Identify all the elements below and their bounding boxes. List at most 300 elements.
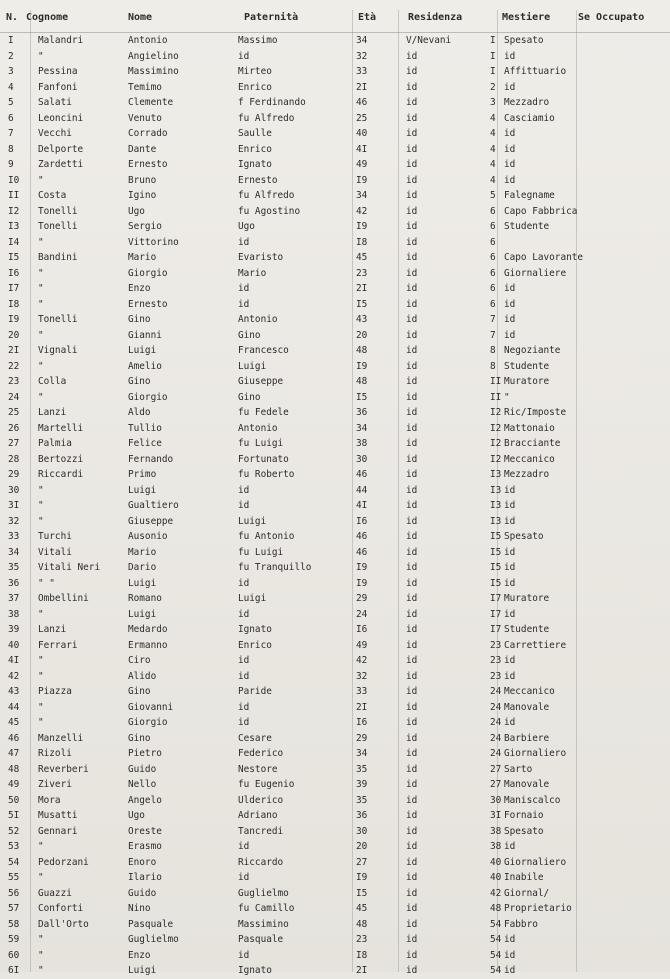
row-nome: Antonio (128, 35, 168, 46)
row-mestiere: Ric/Imposte (504, 407, 567, 418)
row-mestiere: id (504, 174, 516, 186)
table-row (0, 746, 670, 762)
row-eta: 29 (356, 732, 368, 744)
row-paternita: Mario (238, 267, 267, 279)
row-mestiere: id (504, 500, 516, 511)
row-mestiere: id (504, 841, 516, 852)
table-row (0, 204, 670, 220)
row-paternita: Luigi (238, 593, 267, 604)
row-number: 6I (8, 965, 20, 976)
row-mestiere: Giornaliero (504, 748, 567, 759)
row-cognome: " (38, 717, 44, 728)
row-number: 46 (8, 732, 20, 744)
row-residenza: id (406, 159, 418, 170)
row-paternita: Enrico (238, 81, 272, 93)
row-residenza: id (406, 887, 418, 899)
row-residenza: id (406, 624, 418, 635)
row-number: 6 (8, 112, 14, 124)
row-eta: 46 (356, 97, 368, 108)
row-eta: 2I (356, 701, 368, 713)
row-cognome: Dall'Orto (38, 918, 89, 930)
table-row (0, 731, 670, 747)
row-mestiere: id (504, 655, 516, 666)
row-house-number: 54 (490, 934, 502, 945)
row-residenza: id (406, 236, 418, 248)
row-residenza: id (406, 825, 418, 837)
row-residenza: id (406, 949, 418, 961)
row-paternita: id (238, 500, 250, 511)
row-residenza: id (406, 97, 418, 108)
row-paternita: Riccardo (238, 856, 284, 868)
row-paternita: Tancredi (238, 825, 284, 837)
table-row (0, 235, 670, 251)
row-nome: Medardo (128, 624, 168, 635)
row-eta: 49 (356, 639, 368, 651)
row-residenza: id (406, 763, 418, 775)
row-mestiere: Giornaliere (504, 267, 567, 279)
table-row (0, 793, 670, 809)
row-nome: Massimino (128, 66, 179, 77)
table-row (0, 963, 670, 979)
row-house-number: I5 (490, 562, 502, 573)
row-mestiere: id (504, 298, 516, 310)
row-number: I9 (8, 314, 20, 325)
table-row (0, 545, 670, 561)
row-eta: 20 (356, 329, 368, 341)
table-row (0, 467, 670, 483)
row-number: 29 (8, 469, 20, 480)
row-cognome: Turchi (38, 531, 72, 542)
row-nome: Ugo (128, 810, 145, 821)
row-residenza: id (406, 856, 418, 868)
row-number: I7 (8, 283, 20, 294)
table-row (0, 312, 670, 328)
row-nome: Felice (128, 438, 162, 449)
row-paternita: fu Roberto (238, 469, 295, 480)
table-row (0, 390, 670, 406)
row-eta: 42 (356, 205, 368, 217)
row-mestiere: Mezzadro (504, 469, 550, 480)
row-cognome: Colla (38, 376, 67, 387)
row-house-number: I2 (490, 453, 502, 465)
row-mestiere: id (504, 515, 516, 527)
row-cognome: " (38, 391, 44, 403)
row-eta: 32 (356, 670, 368, 682)
row-eta: 30 (356, 825, 368, 837)
row-cognome: " (38, 872, 44, 883)
row-eta: 48 (356, 376, 368, 387)
row-eta: 23 (356, 934, 368, 945)
row-residenza: id (406, 841, 418, 852)
row-paternita: Antonio (238, 314, 278, 325)
row-paternita: Francesco (238, 345, 289, 356)
row-mestiere: Giornaliero (504, 856, 567, 868)
row-house-number: 3 (490, 97, 496, 108)
row-mestiere: id (504, 670, 516, 682)
row-house-number: 24 (490, 701, 502, 713)
row-cognome: Delporte (38, 143, 84, 155)
row-residenza: id (406, 174, 418, 186)
table-row (0, 64, 670, 80)
row-number: 39 (8, 624, 20, 635)
row-paternita: fu Camillo (238, 903, 295, 914)
table-row (0, 669, 670, 685)
row-house-number: I2 (490, 438, 502, 449)
row-paternita: Ignato (238, 965, 272, 976)
row-house-number: 7 (490, 314, 496, 325)
row-residenza: id (406, 670, 418, 682)
table-row (0, 126, 670, 142)
row-paternita: id (238, 236, 250, 248)
row-residenza: id (406, 407, 418, 418)
row-nome: Nino (128, 903, 151, 914)
row-cognome: " (38, 484, 44, 496)
row-paternita: Ulderico (238, 794, 284, 806)
row-house-number: 40 (490, 872, 502, 883)
row-paternita: Nestore (238, 763, 278, 775)
row-residenza: id (406, 701, 418, 713)
row-nome: Giorgio (128, 717, 168, 728)
row-number: 4 (8, 81, 14, 93)
row-residenza: id (406, 453, 418, 465)
row-cognome: Pedorzani (38, 856, 89, 868)
table-row (0, 514, 670, 530)
row-paternita: id (238, 577, 250, 589)
header-n: N. (6, 12, 19, 23)
row-mestiere: Falegname (504, 190, 555, 201)
row-eta: 30 (356, 453, 368, 465)
row-number: 4I (8, 655, 20, 666)
row-house-number: 24 (490, 732, 502, 744)
row-paternita: fu Luigi (238, 546, 284, 558)
row-number: 45 (8, 717, 20, 728)
row-mestiere: Studente (504, 360, 550, 372)
row-eta: 34 (356, 422, 368, 434)
row-nome: Enoro (128, 856, 157, 868)
row-paternita: id (238, 484, 250, 496)
row-eta: 24 (356, 608, 368, 620)
row-house-number: I (490, 50, 496, 62)
row-residenza: id (406, 484, 418, 496)
table-row (0, 870, 670, 886)
row-house-number: 4 (490, 128, 496, 139)
row-eta: 38 (356, 438, 368, 449)
row-cognome: " (38, 670, 44, 682)
row-nome: Ciro (128, 655, 151, 666)
row-mestiere: Studente (504, 624, 550, 635)
table-row (0, 281, 670, 297)
row-house-number: 6 (490, 205, 496, 217)
row-cognome: Conforti (38, 903, 84, 914)
row-paternita: Mirteo (238, 66, 272, 77)
row-mestiere: id (504, 128, 516, 139)
row-residenza: id (406, 360, 418, 372)
row-residenza: id (406, 298, 418, 310)
row-eta: 29 (356, 593, 368, 604)
row-eta: 34 (356, 35, 368, 46)
row-residenza: id (406, 345, 418, 356)
row-house-number: I3 (490, 469, 502, 480)
row-mestiere: id (504, 934, 516, 945)
row-number: 60 (8, 949, 20, 961)
table-row (0, 173, 670, 189)
row-paternita: Paride (238, 686, 272, 697)
row-house-number: 4 (490, 174, 496, 186)
row-mestiere: Meccanico (504, 453, 555, 465)
row-mestiere: id (504, 143, 516, 155)
row-cognome: Tonelli (38, 205, 78, 217)
row-eta: 20 (356, 841, 368, 852)
table-header (0, 0, 670, 32)
row-eta: 45 (356, 252, 368, 263)
row-eta: 36 (356, 810, 368, 821)
row-eta: 23 (356, 267, 368, 279)
table-row (0, 762, 670, 778)
table-row (0, 901, 670, 917)
row-nome: Romano (128, 593, 162, 604)
row-eta: 33 (356, 686, 368, 697)
table-row (0, 700, 670, 716)
table-row (0, 576, 670, 592)
row-nome: Ilario (128, 872, 162, 883)
row-cognome: Reverberi (38, 763, 89, 775)
row-mestiere: id (504, 562, 516, 573)
row-nome: Temimo (128, 81, 162, 93)
row-nome: Enzo (128, 949, 151, 961)
row-nome: Nello (128, 779, 157, 790)
row-residenza: id (406, 577, 418, 589)
row-residenza: id (406, 655, 418, 666)
row-residenza: id (406, 205, 418, 217)
row-eta: 35 (356, 794, 368, 806)
row-residenza: id (406, 50, 418, 62)
row-mestiere: Carrettiere (504, 639, 567, 651)
row-residenza: id (406, 252, 418, 263)
row-number: 30 (8, 484, 20, 496)
row-eta: 27 (356, 856, 368, 868)
row-paternita: id (238, 949, 250, 961)
row-mestiere: Casciamio (504, 112, 555, 124)
row-paternita: Fortunato (238, 453, 289, 465)
row-eta: 48 (356, 345, 368, 356)
table-row (0, 80, 670, 96)
row-cognome: " (38, 841, 44, 852)
row-cognome: " (38, 283, 44, 294)
row-eta: I6 (356, 624, 368, 635)
row-eta: 39 (356, 779, 368, 790)
row-mestiere: id (504, 965, 516, 976)
row-nome: Giuseppe (128, 515, 174, 527)
row-paternita: Adriano (238, 810, 278, 821)
row-nome: Ermanno (128, 639, 168, 651)
row-paternita: fu Antonio (238, 531, 295, 542)
row-mestiere: Spesato (504, 825, 544, 837)
row-mestiere: Spesato (504, 531, 544, 542)
row-nome: Giorgio (128, 267, 168, 279)
row-cognome: Musatti (38, 810, 78, 821)
row-paternita: fu Fedele (238, 407, 289, 418)
row-paternita: id (238, 670, 250, 682)
row-nome: Angielino (128, 50, 179, 62)
row-nome: Oreste (128, 825, 162, 837)
row-nome: Luigi (128, 577, 157, 589)
row-paternita: id (238, 655, 250, 666)
row-paternita: fu Luigi (238, 438, 284, 449)
row-number: 55 (8, 872, 20, 883)
table-row (0, 932, 670, 948)
row-mestiere: Inabile (504, 872, 544, 883)
row-eta: 46 (356, 469, 368, 480)
row-number: 7 (8, 128, 14, 139)
row-cognome: " (38, 267, 44, 279)
row-house-number: 3I (490, 810, 502, 821)
row-mestiere: id (504, 949, 516, 961)
row-cognome: " (38, 360, 44, 372)
row-number: 33 (8, 531, 20, 542)
table-row (0, 917, 670, 933)
row-paternita: Enrico (238, 639, 272, 651)
row-eta: 40 (356, 128, 368, 139)
row-nome: Pietro (128, 748, 162, 759)
row-number: 2I (8, 345, 20, 356)
row-nome: Ausonio (128, 531, 168, 542)
row-mestiere: id (504, 577, 516, 589)
row-residenza: id (406, 81, 418, 93)
row-residenza: id (406, 66, 418, 77)
row-house-number: 38 (490, 825, 502, 837)
row-mestiere: Muratore (504, 376, 550, 387)
row-paternita: id (238, 717, 250, 728)
row-cognome: Piazza (38, 686, 72, 697)
row-cognome: " (38, 500, 44, 511)
row-mestiere: Fabbro (504, 918, 538, 930)
table-row (0, 328, 670, 344)
row-eta: 36 (356, 407, 368, 418)
row-residenza: id (406, 422, 418, 434)
row-residenza: id (406, 267, 418, 279)
row-number: 3 (8, 66, 14, 77)
row-residenza: id (406, 748, 418, 759)
row-mestiere: id (504, 717, 516, 728)
row-cognome: " (38, 608, 44, 620)
table-row (0, 436, 670, 452)
row-eta: I9 (356, 577, 368, 589)
row-eta: 46 (356, 531, 368, 542)
row-house-number: 24 (490, 717, 502, 728)
row-mestiere: id (504, 484, 516, 496)
row-number: 9 (8, 159, 14, 170)
row-residenza: id (406, 329, 418, 341)
table-row (0, 219, 670, 235)
row-nome: Dante (128, 143, 157, 155)
table-row (0, 297, 670, 313)
row-nome: Aldo (128, 407, 151, 418)
row-eta: I9 (356, 562, 368, 573)
row-nome: Guido (128, 763, 157, 775)
row-mestiere: Capo Lavorante (504, 252, 584, 263)
row-number: 48 (8, 763, 20, 775)
row-number: 8 (8, 143, 14, 155)
row-mestiere: Sarto (504, 763, 533, 775)
row-eta: 34 (356, 748, 368, 759)
row-residenza: id (406, 314, 418, 325)
row-cognome: " " (38, 577, 55, 589)
row-cognome: Ombellini (38, 593, 89, 604)
row-paternita: fu Agostino (238, 205, 301, 217)
row-paternita: Massimino (238, 918, 289, 930)
row-eta: I9 (356, 221, 368, 232)
row-cognome: Ziveri (38, 779, 72, 790)
row-paternita: id (238, 50, 250, 62)
row-eta: 46 (356, 546, 368, 558)
row-cognome: Vecchi (38, 128, 72, 139)
row-number: 53 (8, 841, 20, 852)
row-eta: 43 (356, 314, 368, 325)
row-paternita: id (238, 283, 250, 294)
row-nome: Giorgio (128, 391, 168, 403)
row-nome: Vittorino (128, 236, 179, 248)
row-residenza: id (406, 391, 418, 403)
row-number: I4 (8, 236, 20, 248)
row-number: 56 (8, 887, 20, 899)
table-row (0, 188, 670, 204)
row-number: I5 (8, 252, 20, 263)
row-eta: 42 (356, 655, 368, 666)
row-cognome: Malandri (38, 35, 84, 46)
row-cognome: " (38, 934, 44, 945)
row-nome: Clemente (128, 97, 174, 108)
row-paternita: Enrico (238, 143, 272, 155)
row-cognome: " (38, 701, 44, 713)
table-row (0, 560, 670, 576)
row-number: I3 (8, 221, 20, 232)
row-mestiere: id (504, 546, 516, 558)
row-paternita: Guglielmo (238, 887, 289, 899)
header-residenza: Residenza (408, 12, 463, 23)
row-house-number: 23 (490, 670, 502, 682)
row-mestiere: id (504, 314, 516, 325)
row-number: II (8, 190, 20, 201)
row-eta: 34 (356, 190, 368, 201)
row-number: I2 (8, 205, 20, 217)
row-number: 5 (8, 97, 14, 108)
row-house-number: I7 (490, 608, 502, 620)
row-house-number: 27 (490, 763, 502, 775)
row-house-number: 30 (490, 794, 502, 806)
row-mestiere: Mattonaio (504, 422, 555, 434)
row-nome: Giovanni (128, 701, 174, 713)
row-mestiere: Manovale (504, 779, 550, 790)
row-number: 26 (8, 422, 20, 434)
row-cognome: Zardetti (38, 159, 84, 170)
row-house-number: 8 (490, 345, 496, 356)
row-eta: I5 (356, 298, 368, 310)
row-paternita: Luigi (238, 360, 267, 372)
row-cognome: Guazzi (38, 887, 72, 899)
row-paternita: Ignato (238, 159, 272, 170)
row-cognome: " (38, 329, 44, 341)
row-number: 58 (8, 918, 20, 930)
row-number: 28 (8, 453, 20, 465)
row-cognome: Gennari (38, 825, 78, 837)
row-residenza: V/Nevani (406, 35, 452, 46)
row-number: 43 (8, 686, 20, 697)
row-number: 34 (8, 546, 20, 558)
table-row (0, 684, 670, 700)
table-row (0, 111, 670, 127)
row-paternita: Antonio (238, 422, 278, 434)
row-nome: Luigi (128, 345, 157, 356)
